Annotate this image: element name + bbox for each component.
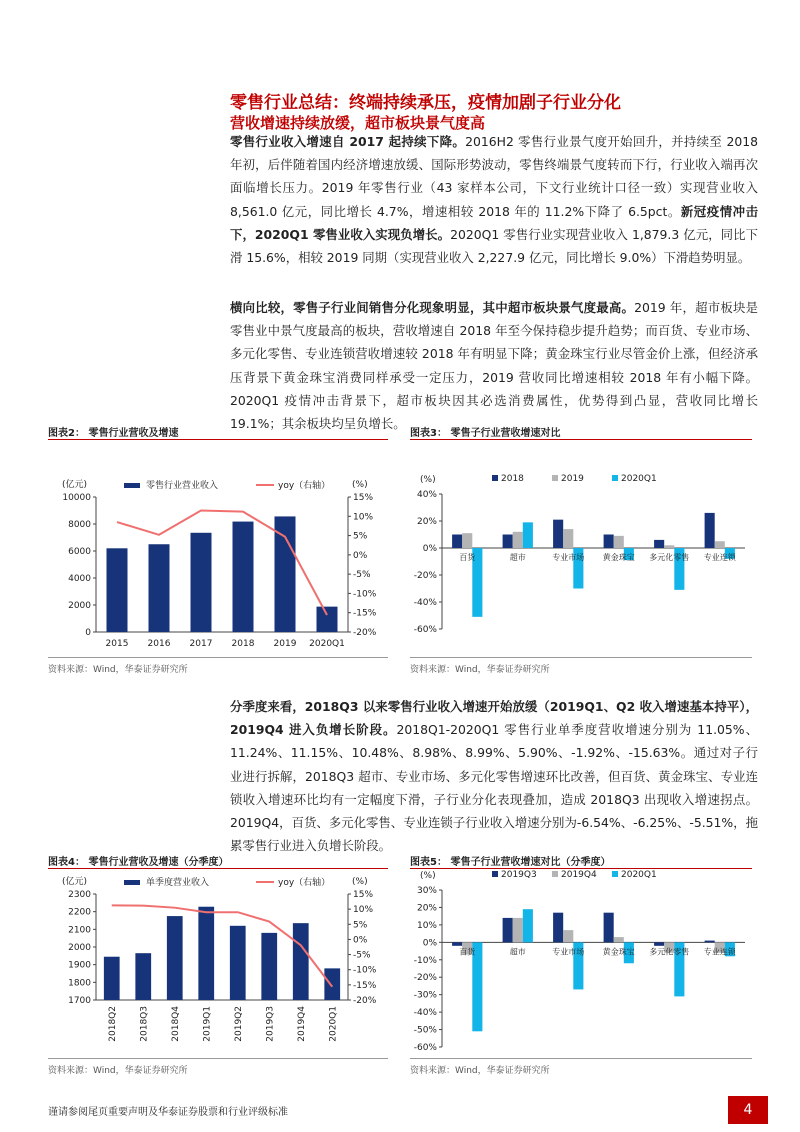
paragraph-lead: 横向比较，零售子行业间销售分化现象明显，其中超市板块景气度最高。 — [230, 300, 635, 315]
figure-3-chart — [410, 442, 755, 654]
bar — [563, 930, 573, 942]
y-tick-label: 40% — [416, 490, 437, 500]
y-tick-label: 30% — [416, 886, 437, 896]
x-tick-label: 百货 — [459, 553, 476, 562]
y-tick-label-left: 1700 — [68, 996, 91, 1006]
paragraph-revenue-trend — [230, 130, 758, 269]
y-tick-label-right: 10% — [353, 905, 374, 916]
x-tick-label: 2018 — [231, 639, 255, 649]
x-tick-label: 多元化零售 — [649, 947, 690, 957]
y-axis-label: (%) — [420, 871, 436, 881]
y-tick-label-left: 2000 — [68, 943, 91, 953]
x-tick-label: 2017 — [189, 639, 213, 649]
y-tick-label: -40% — [413, 598, 437, 608]
y-tick-label-left: 4000 — [68, 574, 91, 584]
figure-3-title: 图表3： 零售子行业营收增速对比 — [410, 428, 561, 439]
figure-4-source: 资料来源：Wind，华泰证券研究所 — [48, 1066, 188, 1076]
y-axis-left-label: (亿元) — [62, 877, 88, 887]
legend-label-line: yoy（右轴） — [278, 481, 331, 491]
y-tick-label-right: 10% — [353, 512, 374, 523]
legend-swatch — [612, 475, 618, 481]
bar — [452, 535, 462, 549]
y-tick-label: -60% — [413, 625, 437, 635]
bar — [513, 532, 523, 548]
legend-label: 2018 — [501, 474, 524, 484]
bar — [513, 918, 523, 942]
y-tick-label: 20% — [416, 903, 437, 914]
y-tick-label-left: 2200 — [68, 907, 91, 918]
footer-disclaimer: 谨请参阅尾页重要声明及华泰证券股票和行业评级标准 — [48, 1107, 288, 1118]
x-tick-label: 专业连锁 — [703, 553, 736, 562]
y-tick-label: 10% — [416, 920, 437, 931]
bar — [654, 942, 664, 945]
y-axis-right-label: (%) — [352, 480, 368, 490]
figure-5-title: 图表5： 零售子行业营收增速对比（分季度） — [410, 857, 611, 868]
y-tick-label-right: 5% — [353, 531, 368, 542]
bar — [317, 607, 338, 632]
x-tick-label: 2019Q2 — [233, 1006, 244, 1042]
paragraph-subsector-comparison — [230, 296, 758, 435]
y-tick-label: -20% — [413, 973, 437, 984]
x-tick-label: 2015 — [105, 639, 129, 649]
legend-swatch — [492, 871, 498, 877]
figure-2-bottom-rule — [48, 657, 388, 658]
figure-3-source: 资料来源：Wind，华泰证券研究所 — [410, 665, 550, 675]
y-tick-label-right: 0% — [353, 935, 368, 946]
legend-label: 2020Q1 — [621, 474, 657, 484]
paragraph-bold: 新冠疫情冲击下，2020Q1 零售业收入实现负增长。 — [230, 203, 758, 242]
bar — [135, 953, 151, 1000]
legend-swatch-bar — [124, 880, 140, 885]
x-tick-label: 2018Q4 — [170, 1006, 181, 1042]
y-tick-label-right: -10% — [353, 965, 377, 976]
bar — [614, 536, 624, 548]
bar — [198, 907, 214, 1000]
figure-5-rule — [410, 868, 752, 869]
page-number: 4 — [728, 1096, 768, 1124]
y-axis-right-label: (%) — [352, 877, 368, 887]
paragraph-lead: 零售行业收入增速自 2017 起持续下降。 — [230, 134, 466, 149]
bar — [230, 926, 246, 1000]
y-tick-label-right: 15% — [353, 493, 374, 503]
x-tick-label: 百货 — [459, 947, 476, 957]
bar — [191, 533, 212, 632]
bar — [553, 520, 563, 548]
y-tick-label: -20% — [413, 571, 437, 581]
bar — [462, 533, 472, 548]
legend-label: 2019 — [561, 474, 584, 484]
y-tick-label-right: -20% — [353, 996, 377, 1006]
y-tick-label-right: -5% — [353, 570, 371, 581]
paragraph-body: 2016H2 零售行业景气度开始回升，并持续至 2018 年初，后伴随着国内经济增速放缓、国际形势波动，零售终端景气度转而下行，行业收入端再次面临增长压力。2019 年零售行业（43 家样本公司，下文行业统计口径一致）实现营业收入 8,561.0 亿元，同比增长 4.7%，增速相较 2018 年的 11.2%下降了 6.5pct。 — [230, 134, 758, 219]
x-tick-label: 专业市场 — [552, 553, 585, 562]
bar — [604, 913, 614, 943]
x-tick-label: 2020Q1 — [328, 1006, 339, 1042]
legend-swatch-bar — [124, 483, 140, 488]
figure-5-bottom-rule — [410, 1058, 752, 1059]
figure-2-chart — [48, 442, 393, 654]
figure-3-rule — [410, 439, 752, 440]
y-tick-label-left: 8000 — [68, 520, 91, 530]
legend-label: 2020Q1 — [621, 870, 657, 880]
y-tick-label: -10% — [413, 955, 437, 966]
bar — [563, 529, 573, 548]
y-tick-label: 0% — [422, 544, 437, 554]
bar — [149, 544, 170, 632]
y-tick-label-right: 15% — [353, 890, 374, 900]
y-tick-label: -30% — [413, 990, 437, 1001]
figure-4-rule — [48, 868, 388, 869]
bar — [233, 522, 254, 632]
y-axis-label: (%) — [420, 475, 436, 485]
bar — [523, 522, 533, 548]
x-tick-label: 超市 — [509, 553, 526, 562]
bar — [293, 923, 309, 1000]
x-tick-label: 2018Q3 — [139, 1006, 150, 1042]
x-tick-label: 2016 — [147, 639, 171, 649]
figure-4-title: 图表4： 零售行业营收及增速（分季度） — [48, 857, 229, 868]
y-tick-label-left: 1900 — [68, 960, 91, 971]
legend-swatch — [612, 871, 618, 877]
bar — [523, 909, 533, 942]
y-tick-label: -50% — [413, 1025, 437, 1036]
y-tick-label: -60% — [413, 1043, 437, 1053]
figure-4-bottom-rule — [48, 1058, 388, 1059]
paragraph-quarterly-trend — [230, 695, 758, 857]
y-tick-label-left: 2000 — [68, 601, 91, 611]
y-tick-label: 20% — [416, 517, 437, 527]
x-tick-label: 2018Q2 — [107, 1006, 118, 1042]
x-tick-label: 超市 — [509, 947, 526, 957]
y-tick-label-right: -5% — [353, 950, 371, 961]
figure-2-title: 图表2： 零售行业营收及增速 — [48, 428, 179, 439]
y-tick-label-left: 6000 — [68, 547, 91, 557]
legend-label-bar: 单季度营业收入 — [146, 878, 210, 888]
bar — [503, 535, 513, 549]
x-tick-label: 2019Q4 — [296, 1006, 307, 1042]
legend-swatch — [492, 475, 498, 481]
paragraph-body: 2020Q1 零售行业实现营业收入 1,879.3 亿元，同比下滑 15.6%，相较 2019 同期（实现营业收入 2,227.9 亿元，同比增长 9.0%）下滑趋势明显。 — [230, 226, 758, 266]
bar — [715, 541, 725, 548]
legend-label-line: yoy（右轴） — [278, 878, 331, 888]
y-tick-label: -40% — [413, 1008, 437, 1019]
y-tick-label-left: 2100 — [68, 925, 91, 936]
bar — [705, 941, 715, 943]
y-tick-label-right: 0% — [353, 550, 368, 561]
y-tick-label-left: 2300 — [68, 890, 91, 900]
figure-2-rule — [48, 439, 388, 440]
y-tick-label-right: 5% — [353, 920, 368, 931]
legend-label: 2019Q4 — [561, 870, 597, 880]
legend-label: 2019Q3 — [501, 870, 537, 880]
bar — [705, 513, 715, 548]
y-tick-label-left: 10000 — [62, 493, 91, 503]
y-tick-label-right: -15% — [353, 608, 377, 619]
y-tick-label-left: 1800 — [68, 978, 91, 989]
y-tick-label-left: 0 — [85, 628, 91, 638]
bar — [664, 545, 674, 548]
x-tick-label: 黄金珠宝 — [602, 947, 635, 957]
section-subtitle: 营收增速持续放缓，超市板块景气度高 — [230, 114, 486, 132]
x-tick-label: 专业连锁 — [703, 947, 736, 957]
figure-4-chart — [48, 870, 393, 1055]
bar — [104, 957, 120, 1000]
y-axis-left-label: (亿元) — [62, 480, 88, 490]
paragraph-lead: 分季度来看，2018Q3 以来零售行业收入增速开始放缓（2019Q1、Q2 收入增速基本持平），2019Q4 进入负增长阶段。 — [230, 699, 758, 738]
x-tick-label: 黄金珠宝 — [602, 553, 635, 562]
legend-label-bar: 零售行业营业收入 — [146, 481, 219, 491]
y-tick-label-right: -20% — [353, 628, 377, 638]
bar — [167, 916, 183, 1000]
bar — [604, 535, 614, 549]
x-tick-label: 2019Q1 — [202, 1006, 213, 1042]
legend-swatch — [552, 475, 558, 481]
bar — [553, 913, 563, 943]
figure-2-source: 资料来源：Wind，华泰证券研究所 — [48, 665, 188, 675]
x-tick-label: 2019Q3 — [265, 1006, 276, 1042]
bar — [654, 540, 664, 548]
bar — [452, 942, 462, 945]
bar — [107, 548, 128, 632]
x-tick-label: 多元化零售 — [649, 553, 690, 562]
x-tick-label: 2020Q1 — [309, 639, 345, 649]
paragraph-body: 2018Q1-2020Q1 零售行业单季度营收增速分别为 11.05%、11.24%、11.15%、10.48%、8.98%、8.99%、5.90%、-1.92%、-15.63%。通过对子行业进行拆解，2018Q3 超市、专业市场、多元化零售增速环比改善，但百货、黄金珠宝、专业连锁收入增速环比均有一定幅度下滑，子行业分化表现叠加，造成 2018Q3 出现收入增速拐点。2019Q4，百货、多元化零售、专业连锁子行业收入增速分别为-6.54%、-6.25%、-5.51%，拖累零售行业进入负增长阶段。 — [230, 722, 758, 854]
x-tick-label: 专业市场 — [552, 947, 585, 957]
x-tick-label: 2019 — [273, 639, 297, 649]
bar — [261, 933, 277, 1000]
legend-swatch — [552, 871, 558, 877]
figure-5-chart — [410, 870, 755, 1055]
y-tick-label-right: -15% — [353, 980, 377, 991]
section-title: 零售行业总结：终端持续承压，疫情加剧子行业分化 — [230, 93, 621, 113]
y-tick-label: 0% — [422, 938, 437, 949]
bar — [614, 937, 624, 942]
figure-5-source: 资料来源：Wind，华泰证券研究所 — [410, 1066, 550, 1076]
paragraph-body: 2019 年，超市板块是零售业中景气度最高的板块，营收增速自 2018 年至今保持稳步提升趋势；而百货、专业市场、多元化零售、专业连锁营收增速较 2018 年有明显下降；黄金珠宝行业尽管金价上涨，但经济承压背景下黄金珠宝消费同样承受一定压力，2019 营收同比增速相较 2018 年有小幅下降。2020Q1 疫情冲击背景下，超市板块因其必选消费属性，优势得到凸显，营收同比增长 19.1%；其余板块均呈负增长。 — [230, 300, 758, 432]
bar — [275, 516, 296, 632]
bar — [324, 968, 340, 1000]
bar — [503, 918, 513, 942]
figure-3-bottom-rule — [410, 657, 752, 658]
y-tick-label-right: -10% — [353, 589, 377, 600]
